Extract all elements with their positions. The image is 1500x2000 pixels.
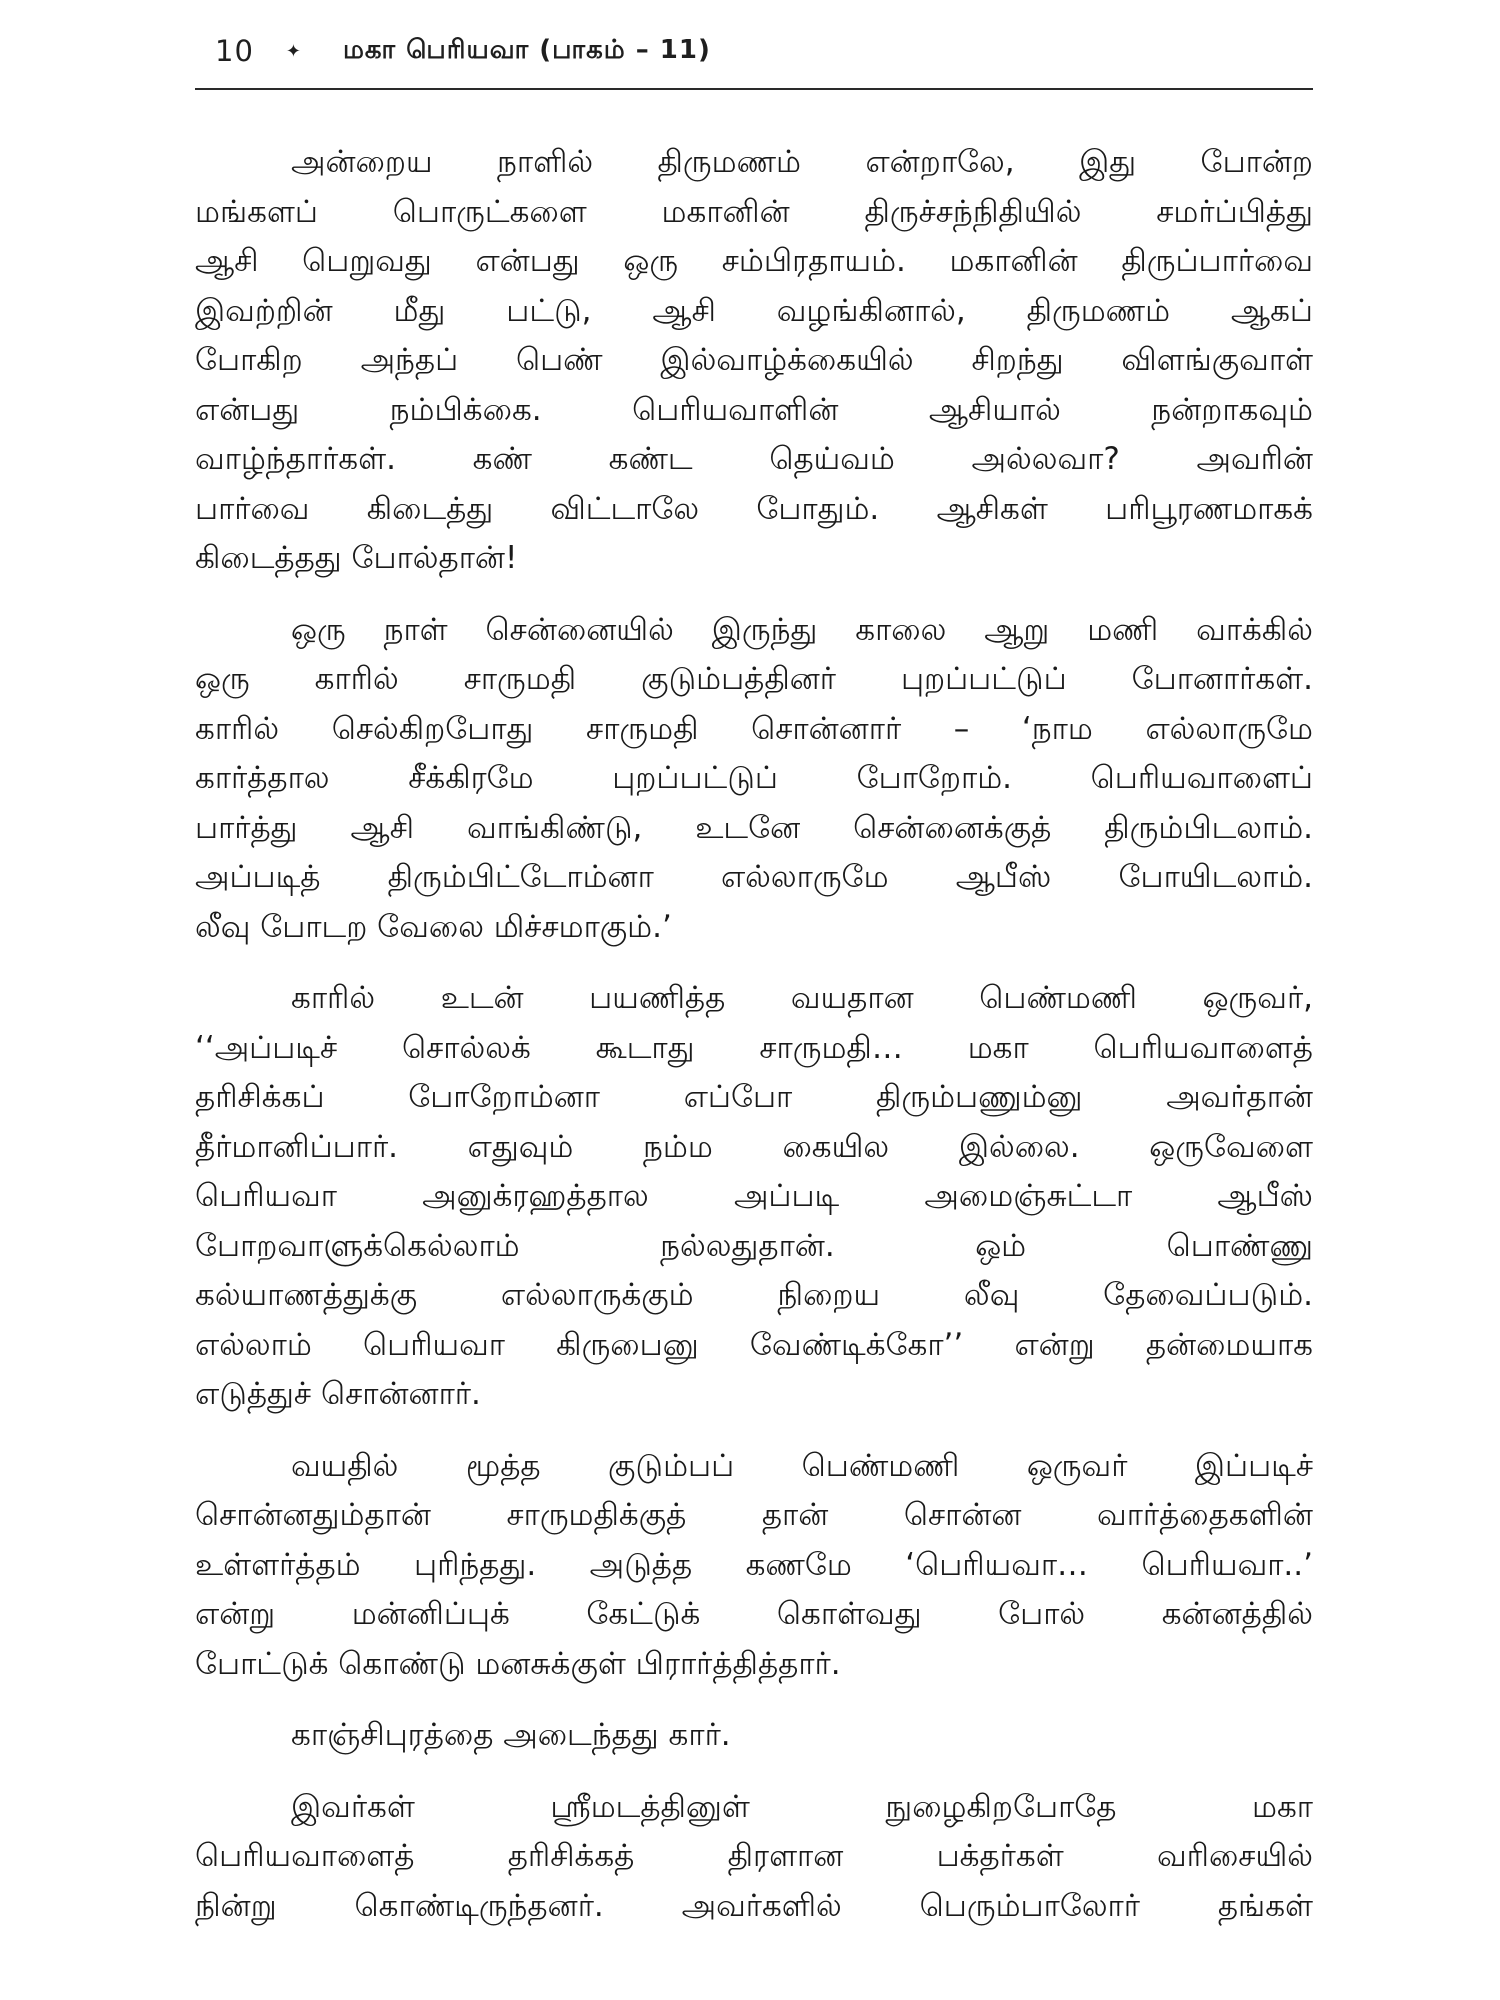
text-line: பார்வை கிடைத்து விட்டாலே போதும். ஆசிகள் பரிபூரணமாகக்: [195, 490, 1313, 527]
paragraph: [195, 1442, 1313, 1690]
star-separator-icon: ✦: [285, 40, 301, 62]
page-number: 10: [215, 34, 254, 68]
text-line: இவற்றின் மீது பட்டு, ஆசி வழங்கினால், திருமணம் ஆகப்: [195, 292, 1313, 329]
text-line: காரில் உடன் பயணித்த வயதான பெண்மணி ஒருவர்,: [291, 980, 1313, 1016]
text-line: கல்யாணத்துக்கு எல்லாருக்கும் நிறைய லீவு தேவைப்படும்.: [195, 1277, 1313, 1313]
text-line: பெரியவா அனுக்ரஹத்தால அப்படி அமைஞ்சுட்டா ஆபீஸ்: [195, 1178, 1313, 1214]
text-line: நின்று கொண்டிருந்தனர். அவர்களில் பெரும்பாலோர் தங்கள்: [195, 1887, 1313, 1924]
text-line: போறவாளுக்கெல்லாம் நல்லதுதான். ஒம் பொண்ணு: [195, 1227, 1313, 1264]
text-line: அன்றைய நாளில் திருமணம் என்றாலே, இது போன்ற: [291, 144, 1313, 180]
text-line: உள்ளர்த்தம் புரிந்தது. அடுத்த கணமே ‘பெரியவா… பெரியவா..’: [195, 1546, 1313, 1583]
text-line: எல்லாம் பெரியவா கிருபைனு வேண்டிக்கோ’’ என்று தன்மையாக: [195, 1326, 1313, 1363]
paragraph: [195, 1711, 1313, 1761]
paragraph: [195, 1783, 1313, 1932]
text-line: காஞ்சிபுரத்தை அடைந்தது கார்.: [291, 1717, 731, 1753]
text-line: சொன்னதும்தான் சாருமதிக்குத் தான் சொன்ன வார்த்தைகளின்: [195, 1497, 1313, 1533]
text-line: லீவு போடற வேலை மிச்சமாகும்.’: [195, 908, 672, 945]
text-line: மங்களப் பொருட்களை மகானின் திருச்சந்நிதியில் சமர்ப்பித்து: [195, 193, 1313, 230]
text-line: பார்த்து ஆசி வாங்கிண்டு, உடனே சென்னைக்குத் திரும்பிடலாம்.: [195, 809, 1313, 846]
text-line: போகிற அந்தப் பெண் இல்வாழ்க்கையில் சிறந்து விளங்குவாள்: [195, 342, 1313, 378]
text-line: எடுத்துச் சொன்னார்.: [195, 1376, 481, 1412]
text-line: என்று மன்னிப்புக் கேட்டுக் கொள்வது போல் கன்னத்தில்: [195, 1596, 1313, 1632]
text-line: ஒரு நாள் சென்னையில் இருந்து காலை ஆறு மணி வாக்கில்: [291, 611, 1313, 648]
paragraph: [195, 606, 1313, 953]
text-line: வாழ்ந்தார்கள். கண் கண்ட தெய்வம் அல்லவா? அவரின்: [195, 441, 1313, 477]
text-line: பெரியவாளைத் தரிசிக்கத் திரளான பக்தர்கள் வரிசையில்: [195, 1838, 1313, 1874]
text-line: இவர்கள் ஸ்ரீமடத்தினுள் நுழைகிறபோதே மகா: [291, 1788, 1313, 1825]
text-line: தீர்மானிப்பார். எதுவும் நம்ம கையில இல்லை. ஒருவேளை: [195, 1128, 1313, 1165]
text-line: கிடைத்தது போல்தான்!: [195, 540, 518, 576]
paragraph: [195, 974, 1313, 1420]
running-head: [215, 28, 711, 74]
body-text: [195, 138, 1313, 1953]
text-line: ஒரு காரில் சாருமதி குடும்பத்தினர் புறப்பட்டுப் போனார்கள்.: [195, 661, 1313, 697]
header-rule: [195, 88, 1313, 90]
text-line: அப்படித் திரும்பிட்டோம்னா எல்லாருமே ஆபீஸ் போயிடலாம்.: [195, 859, 1313, 895]
text-line: தரிசிக்கப் போறோம்னா எப்போ திரும்பணும்னு அவர்தான்: [195, 1079, 1313, 1115]
text-line: என்பது நம்பிக்கை. பெரியவாளின் ஆசியால் நன்றாகவும்: [195, 391, 1313, 428]
paragraph: [195, 138, 1313, 584]
text-line: கார்த்தால சீக்கிரமே புறப்பட்டுப் போறோம். பெரியவாளைப்: [195, 760, 1313, 796]
text-line: ஆசி பெறுவது என்பது ஒரு சம்பிரதாயம். மகானின் திருப்பார்வை: [195, 243, 1313, 279]
text-line: ‘‘அப்படிச் சொல்லக் கூடாது சாருமதி… மகா பெரியவாளைத்: [195, 1029, 1313, 1066]
text-line: போட்டுக் கொண்டு மனசுக்குள் பிரார்த்தித்தார்.: [195, 1645, 841, 1682]
text-line: வயதில் மூத்த குடும்பப் பெண்மணி ஒருவர் இப்படிச்: [291, 1447, 1313, 1484]
book-title: மகா பெரியவா (பாகம் – 11): [343, 34, 711, 65]
text-line: காரில் செல்கிறபோது சாருமதி சொன்னார் – ‘நாம எல்லாருமே: [195, 710, 1313, 747]
